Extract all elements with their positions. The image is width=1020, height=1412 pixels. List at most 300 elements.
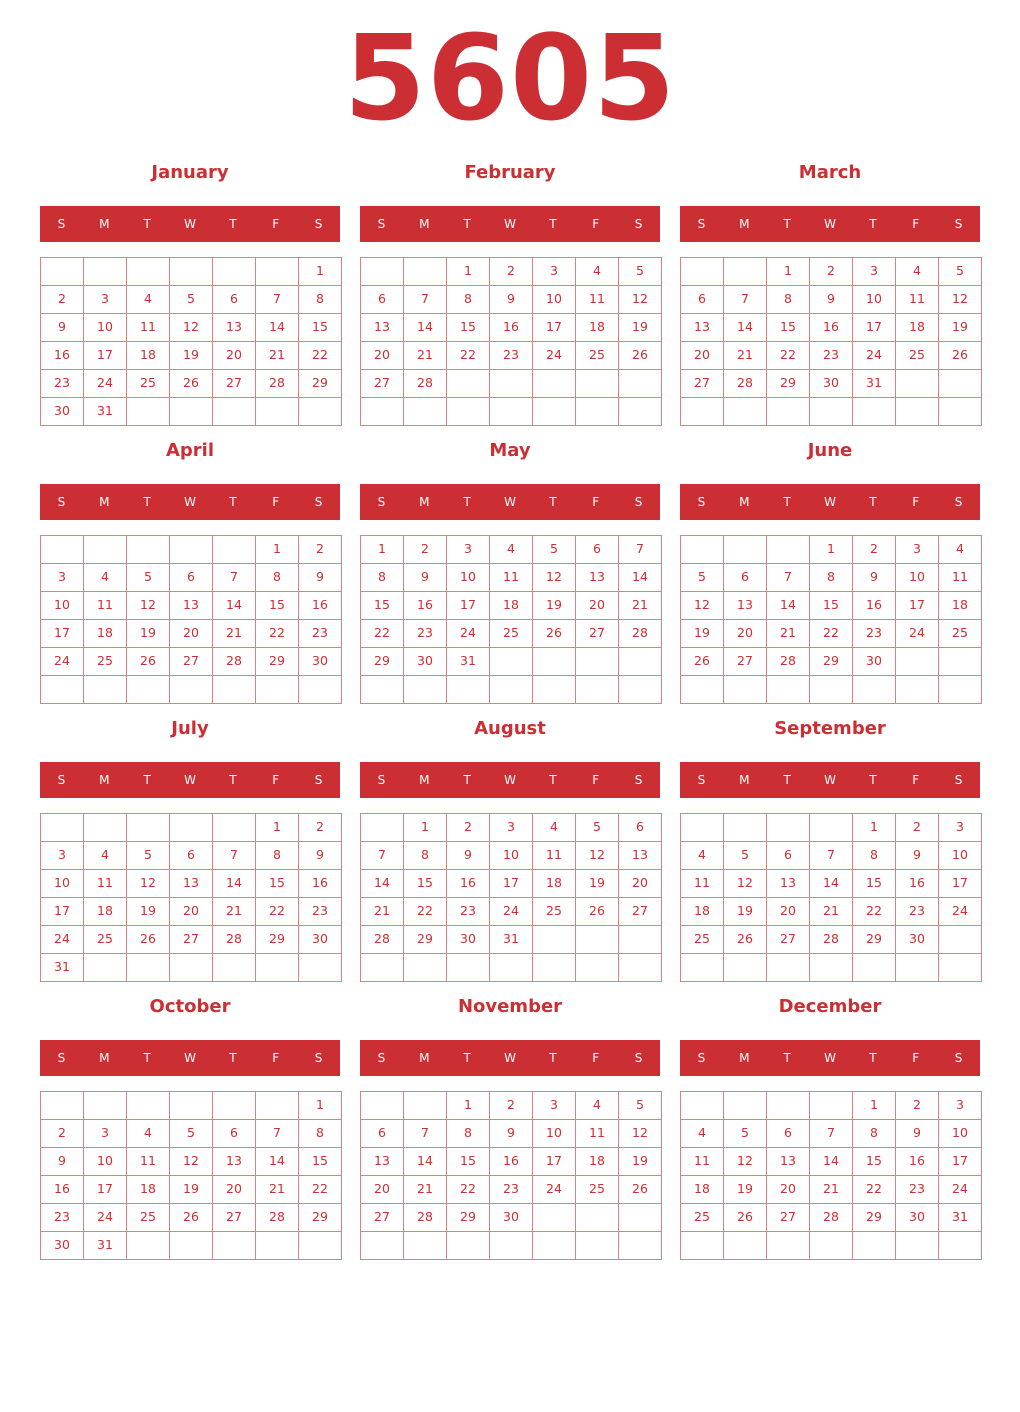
day-cell[interactable]: 27 — [766, 1203, 810, 1232]
day-cell[interactable]: 21 — [360, 897, 404, 926]
day-cell[interactable]: 24 — [489, 897, 533, 926]
day-cell[interactable]: 24 — [446, 619, 490, 648]
day-cell[interactable]: 20 — [360, 341, 404, 370]
day-cell[interactable]: 27 — [169, 925, 213, 954]
day-cell[interactable]: 8 — [255, 563, 299, 592]
day-cell[interactable]: 19 — [532, 591, 576, 620]
day-cell[interactable]: 4 — [83, 563, 127, 592]
day-cell[interactable]: 31 — [852, 369, 896, 398]
day-cell[interactable]: 18 — [938, 591, 982, 620]
day-cell[interactable]: 6 — [618, 813, 662, 842]
day-cell[interactable]: 15 — [852, 1147, 896, 1176]
day-cell[interactable]: 30 — [298, 647, 342, 676]
day-cell[interactable]: 18 — [575, 313, 619, 342]
day-cell[interactable]: 26 — [169, 1203, 213, 1232]
day-cell[interactable]: 24 — [532, 341, 576, 370]
day-cell[interactable]: 8 — [852, 841, 896, 870]
day-cell[interactable]: 31 — [446, 647, 490, 676]
day-cell[interactable]: 24 — [83, 369, 127, 398]
day-cell[interactable]: 29 — [766, 369, 810, 398]
day-cell[interactable]: 25 — [575, 341, 619, 370]
day-cell[interactable]: 12 — [618, 285, 662, 314]
day-cell[interactable]: 24 — [40, 925, 84, 954]
day-cell[interactable]: 15 — [446, 313, 490, 342]
day-cell[interactable]: 20 — [618, 869, 662, 898]
day-cell[interactable]: 6 — [575, 535, 619, 564]
day-cell[interactable]: 13 — [575, 563, 619, 592]
day-cell[interactable]: 25 — [575, 1175, 619, 1204]
day-cell[interactable]: 4 — [680, 841, 724, 870]
day-cell[interactable]: 14 — [809, 1147, 853, 1176]
day-cell[interactable]: 4 — [489, 535, 533, 564]
day-cell[interactable]: 9 — [895, 841, 939, 870]
day-cell[interactable]: 12 — [169, 1147, 213, 1176]
day-cell[interactable]: 22 — [255, 897, 299, 926]
day-cell[interactable]: 27 — [169, 647, 213, 676]
day-cell[interactable]: 17 — [40, 897, 84, 926]
day-cell[interactable]: 6 — [212, 285, 256, 314]
day-cell[interactable]: 25 — [83, 925, 127, 954]
day-cell[interactable]: 17 — [40, 619, 84, 648]
day-cell[interactable]: 24 — [938, 897, 982, 926]
day-cell[interactable]: 2 — [809, 257, 853, 286]
day-cell[interactable]: 16 — [446, 869, 490, 898]
day-cell[interactable]: 15 — [766, 313, 810, 342]
day-cell[interactable]: 14 — [255, 1147, 299, 1176]
day-cell[interactable]: 15 — [298, 313, 342, 342]
day-cell[interactable]: 2 — [446, 813, 490, 842]
day-cell[interactable]: 4 — [938, 535, 982, 564]
day-cell[interactable]: 17 — [852, 313, 896, 342]
day-cell[interactable]: 23 — [895, 897, 939, 926]
day-cell[interactable]: 25 — [938, 619, 982, 648]
day-cell[interactable]: 27 — [360, 1203, 404, 1232]
day-cell[interactable]: 7 — [212, 841, 256, 870]
day-cell[interactable]: 5 — [723, 1119, 767, 1148]
day-cell[interactable]: 10 — [532, 285, 576, 314]
day-cell[interactable]: 7 — [809, 1119, 853, 1148]
day-cell[interactable]: 23 — [895, 1175, 939, 1204]
day-cell[interactable]: 10 — [895, 563, 939, 592]
day-cell[interactable]: 25 — [126, 1203, 170, 1232]
day-cell[interactable]: 12 — [723, 869, 767, 898]
day-cell[interactable]: 7 — [809, 841, 853, 870]
day-cell[interactable]: 25 — [680, 925, 724, 954]
day-cell[interactable]: 13 — [723, 591, 767, 620]
day-cell[interactable]: 22 — [360, 619, 404, 648]
day-cell[interactable]: 5 — [680, 563, 724, 592]
day-cell[interactable]: 16 — [298, 869, 342, 898]
day-cell[interactable]: 6 — [169, 841, 213, 870]
day-cell[interactable]: 16 — [895, 869, 939, 898]
day-cell[interactable]: 12 — [126, 869, 170, 898]
day-cell[interactable]: 23 — [298, 619, 342, 648]
day-cell[interactable]: 9 — [40, 313, 84, 342]
day-cell[interactable]: 2 — [895, 813, 939, 842]
day-cell[interactable]: 26 — [618, 1175, 662, 1204]
day-cell[interactable]: 6 — [680, 285, 724, 314]
day-cell[interactable]: 4 — [83, 841, 127, 870]
day-cell[interactable]: 1 — [446, 257, 490, 286]
day-cell[interactable]: 6 — [723, 563, 767, 592]
day-cell[interactable]: 12 — [126, 591, 170, 620]
day-cell[interactable]: 2 — [403, 535, 447, 564]
day-cell[interactable]: 8 — [446, 285, 490, 314]
day-cell[interactable]: 4 — [680, 1119, 724, 1148]
day-cell[interactable]: 11 — [532, 841, 576, 870]
day-cell[interactable]: 10 — [489, 841, 533, 870]
day-cell[interactable]: 31 — [83, 397, 127, 426]
day-cell[interactable]: 15 — [255, 869, 299, 898]
day-cell[interactable]: 30 — [40, 1231, 84, 1260]
day-cell[interactable]: 31 — [489, 925, 533, 954]
day-cell[interactable]: 21 — [766, 619, 810, 648]
day-cell[interactable]: 10 — [40, 591, 84, 620]
day-cell[interactable]: 17 — [446, 591, 490, 620]
day-cell[interactable]: 7 — [618, 535, 662, 564]
day-cell[interactable]: 14 — [766, 591, 810, 620]
day-cell[interactable]: 18 — [126, 341, 170, 370]
day-cell[interactable]: 26 — [723, 1203, 767, 1232]
day-cell[interactable]: 24 — [40, 647, 84, 676]
day-cell[interactable]: 22 — [446, 1175, 490, 1204]
day-cell[interactable]: 17 — [532, 1147, 576, 1176]
day-cell[interactable]: 28 — [723, 369, 767, 398]
day-cell[interactable]: 7 — [360, 841, 404, 870]
day-cell[interactable]: 27 — [212, 1203, 256, 1232]
day-cell[interactable]: 30 — [489, 1203, 533, 1232]
day-cell[interactable]: 13 — [360, 313, 404, 342]
day-cell[interactable]: 3 — [40, 841, 84, 870]
day-cell[interactable]: 14 — [360, 869, 404, 898]
day-cell[interactable]: 20 — [723, 619, 767, 648]
day-cell[interactable]: 9 — [40, 1147, 84, 1176]
day-cell[interactable]: 29 — [298, 1203, 342, 1232]
day-cell[interactable]: 23 — [446, 897, 490, 926]
day-cell[interactable]: 13 — [680, 313, 724, 342]
day-cell[interactable]: 21 — [618, 591, 662, 620]
day-cell[interactable]: 19 — [618, 1147, 662, 1176]
day-cell[interactable]: 3 — [938, 1091, 982, 1120]
day-cell[interactable]: 13 — [212, 1147, 256, 1176]
day-cell[interactable]: 9 — [489, 1119, 533, 1148]
day-cell[interactable]: 22 — [298, 1175, 342, 1204]
day-cell[interactable]: 24 — [83, 1203, 127, 1232]
day-cell[interactable]: 14 — [403, 1147, 447, 1176]
day-cell[interactable]: 23 — [489, 341, 533, 370]
day-cell[interactable]: 20 — [212, 341, 256, 370]
day-cell[interactable]: 5 — [575, 813, 619, 842]
day-cell[interactable]: 16 — [489, 1147, 533, 1176]
day-cell[interactable]: 22 — [255, 619, 299, 648]
day-cell[interactable]: 29 — [255, 647, 299, 676]
day-cell[interactable]: 15 — [360, 591, 404, 620]
day-cell[interactable]: 29 — [446, 1203, 490, 1232]
day-cell[interactable]: 4 — [575, 257, 619, 286]
day-cell[interactable]: 23 — [809, 341, 853, 370]
day-cell[interactable]: 16 — [809, 313, 853, 342]
day-cell[interactable]: 20 — [169, 619, 213, 648]
day-cell[interactable]: 11 — [126, 313, 170, 342]
day-cell[interactable]: 10 — [83, 1147, 127, 1176]
day-cell[interactable]: 9 — [298, 841, 342, 870]
day-cell[interactable]: 16 — [852, 591, 896, 620]
day-cell[interactable]: 30 — [403, 647, 447, 676]
day-cell[interactable]: 29 — [809, 647, 853, 676]
day-cell[interactable]: 28 — [618, 619, 662, 648]
day-cell[interactable]: 13 — [212, 313, 256, 342]
day-cell[interactable]: 30 — [40, 397, 84, 426]
day-cell[interactable]: 4 — [532, 813, 576, 842]
day-cell[interactable]: 7 — [403, 1119, 447, 1148]
day-cell[interactable]: 1 — [255, 813, 299, 842]
day-cell[interactable]: 10 — [852, 285, 896, 314]
day-cell[interactable]: 26 — [938, 341, 982, 370]
day-cell[interactable]: 3 — [489, 813, 533, 842]
day-cell[interactable]: 26 — [126, 647, 170, 676]
day-cell[interactable]: 19 — [169, 341, 213, 370]
day-cell[interactable]: 7 — [255, 285, 299, 314]
day-cell[interactable]: 27 — [212, 369, 256, 398]
day-cell[interactable]: 29 — [852, 1203, 896, 1232]
day-cell[interactable]: 3 — [40, 563, 84, 592]
day-cell[interactable]: 19 — [126, 897, 170, 926]
day-cell[interactable]: 14 — [212, 869, 256, 898]
day-cell[interactable]: 19 — [723, 897, 767, 926]
day-cell[interactable]: 17 — [938, 1147, 982, 1176]
day-cell[interactable]: 29 — [255, 925, 299, 954]
day-cell[interactable]: 31 — [40, 953, 84, 982]
day-cell[interactable]: 22 — [298, 341, 342, 370]
day-cell[interactable]: 18 — [680, 1175, 724, 1204]
day-cell[interactable]: 3 — [938, 813, 982, 842]
day-cell[interactable]: 24 — [895, 619, 939, 648]
day-cell[interactable]: 8 — [766, 285, 810, 314]
day-cell[interactable]: 31 — [83, 1231, 127, 1260]
day-cell[interactable]: 5 — [532, 535, 576, 564]
day-cell[interactable]: 17 — [895, 591, 939, 620]
day-cell[interactable]: 8 — [360, 563, 404, 592]
day-cell[interactable]: 22 — [809, 619, 853, 648]
day-cell[interactable]: 27 — [618, 897, 662, 926]
day-cell[interactable]: 12 — [575, 841, 619, 870]
day-cell[interactable]: 19 — [126, 619, 170, 648]
day-cell[interactable]: 18 — [895, 313, 939, 342]
day-cell[interactable]: 8 — [298, 285, 342, 314]
day-cell[interactable]: 25 — [83, 647, 127, 676]
day-cell[interactable]: 28 — [255, 1203, 299, 1232]
day-cell[interactable]: 6 — [360, 285, 404, 314]
day-cell[interactable]: 13 — [766, 869, 810, 898]
day-cell[interactable]: 17 — [83, 341, 127, 370]
day-cell[interactable]: 1 — [403, 813, 447, 842]
day-cell[interactable]: 11 — [575, 1119, 619, 1148]
day-cell[interactable]: 29 — [852, 925, 896, 954]
day-cell[interactable]: 11 — [83, 869, 127, 898]
day-cell[interactable]: 9 — [403, 563, 447, 592]
day-cell[interactable]: 14 — [723, 313, 767, 342]
day-cell[interactable]: 11 — [895, 285, 939, 314]
day-cell[interactable]: 13 — [618, 841, 662, 870]
day-cell[interactable]: 14 — [403, 313, 447, 342]
day-cell[interactable]: 4 — [126, 285, 170, 314]
day-cell[interactable]: 21 — [255, 1175, 299, 1204]
day-cell[interactable]: 24 — [532, 1175, 576, 1204]
day-cell[interactable]: 13 — [766, 1147, 810, 1176]
day-cell[interactable]: 31 — [938, 1203, 982, 1232]
day-cell[interactable]: 21 — [723, 341, 767, 370]
day-cell[interactable]: 23 — [403, 619, 447, 648]
day-cell[interactable]: 3 — [83, 285, 127, 314]
day-cell[interactable]: 5 — [618, 1091, 662, 1120]
day-cell[interactable]: 8 — [403, 841, 447, 870]
day-cell[interactable]: 18 — [575, 1147, 619, 1176]
day-cell[interactable]: 12 — [532, 563, 576, 592]
day-cell[interactable]: 26 — [618, 341, 662, 370]
day-cell[interactable]: 3 — [895, 535, 939, 564]
day-cell[interactable]: 16 — [489, 313, 533, 342]
day-cell[interactable]: 30 — [895, 925, 939, 954]
day-cell[interactable]: 1 — [809, 535, 853, 564]
day-cell[interactable]: 29 — [360, 647, 404, 676]
day-cell[interactable]: 5 — [169, 1119, 213, 1148]
day-cell[interactable]: 13 — [169, 591, 213, 620]
day-cell[interactable]: 17 — [532, 313, 576, 342]
day-cell[interactable]: 21 — [403, 1175, 447, 1204]
day-cell[interactable]: 9 — [895, 1119, 939, 1148]
day-cell[interactable]: 8 — [298, 1119, 342, 1148]
day-cell[interactable]: 15 — [809, 591, 853, 620]
day-cell[interactable]: 14 — [809, 869, 853, 898]
day-cell[interactable]: 12 — [169, 313, 213, 342]
day-cell[interactable]: 1 — [360, 535, 404, 564]
day-cell[interactable]: 25 — [895, 341, 939, 370]
day-cell[interactable]: 9 — [852, 563, 896, 592]
day-cell[interactable]: 11 — [575, 285, 619, 314]
day-cell[interactable]: 20 — [212, 1175, 256, 1204]
day-cell[interactable]: 28 — [212, 925, 256, 954]
day-cell[interactable]: 27 — [360, 369, 404, 398]
day-cell[interactable]: 11 — [126, 1147, 170, 1176]
day-cell[interactable]: 18 — [83, 619, 127, 648]
day-cell[interactable]: 28 — [403, 1203, 447, 1232]
day-cell[interactable]: 10 — [938, 1119, 982, 1148]
day-cell[interactable]: 26 — [169, 369, 213, 398]
day-cell[interactable]: 22 — [766, 341, 810, 370]
day-cell[interactable]: 21 — [403, 341, 447, 370]
day-cell[interactable]: 23 — [489, 1175, 533, 1204]
day-cell[interactable]: 29 — [403, 925, 447, 954]
day-cell[interactable]: 18 — [489, 591, 533, 620]
day-cell[interactable]: 9 — [809, 285, 853, 314]
day-cell[interactable]: 15 — [298, 1147, 342, 1176]
day-cell[interactable]: 20 — [766, 1175, 810, 1204]
day-cell[interactable]: 3 — [532, 257, 576, 286]
day-cell[interactable]: 1 — [255, 535, 299, 564]
day-cell[interactable]: 19 — [618, 313, 662, 342]
day-cell[interactable]: 1 — [766, 257, 810, 286]
day-cell[interactable]: 20 — [360, 1175, 404, 1204]
day-cell[interactable]: 30 — [298, 925, 342, 954]
day-cell[interactable]: 14 — [618, 563, 662, 592]
day-cell[interactable]: 9 — [446, 841, 490, 870]
day-cell[interactable]: 15 — [403, 869, 447, 898]
day-cell[interactable]: 21 — [809, 1175, 853, 1204]
day-cell[interactable]: 14 — [212, 591, 256, 620]
day-cell[interactable]: 22 — [852, 897, 896, 926]
day-cell[interactable]: 30 — [809, 369, 853, 398]
day-cell[interactable]: 24 — [938, 1175, 982, 1204]
day-cell[interactable]: 5 — [126, 563, 170, 592]
day-cell[interactable]: 16 — [40, 341, 84, 370]
day-cell[interactable]: 10 — [446, 563, 490, 592]
day-cell[interactable]: 19 — [575, 869, 619, 898]
day-cell[interactable]: 18 — [126, 1175, 170, 1204]
day-cell[interactable]: 9 — [298, 563, 342, 592]
day-cell[interactable]: 5 — [618, 257, 662, 286]
day-cell[interactable]: 22 — [852, 1175, 896, 1204]
day-cell[interactable]: 12 — [938, 285, 982, 314]
day-cell[interactable]: 11 — [680, 1147, 724, 1176]
day-cell[interactable]: 3 — [83, 1119, 127, 1148]
day-cell[interactable]: 11 — [680, 869, 724, 898]
day-cell[interactable]: 1 — [446, 1091, 490, 1120]
day-cell[interactable]: 27 — [723, 647, 767, 676]
day-cell[interactable]: 3 — [852, 257, 896, 286]
day-cell[interactable]: 26 — [680, 647, 724, 676]
day-cell[interactable]: 20 — [766, 897, 810, 926]
day-cell[interactable]: 19 — [938, 313, 982, 342]
day-cell[interactable]: 26 — [723, 925, 767, 954]
day-cell[interactable]: 20 — [680, 341, 724, 370]
day-cell[interactable]: 10 — [40, 869, 84, 898]
day-cell[interactable]: 2 — [489, 1091, 533, 1120]
day-cell[interactable]: 18 — [83, 897, 127, 926]
day-cell[interactable]: 5 — [938, 257, 982, 286]
day-cell[interactable]: 7 — [403, 285, 447, 314]
day-cell[interactable]: 28 — [766, 647, 810, 676]
day-cell[interactable]: 10 — [532, 1119, 576, 1148]
day-cell[interactable]: 19 — [169, 1175, 213, 1204]
day-cell[interactable]: 30 — [895, 1203, 939, 1232]
day-cell[interactable]: 23 — [40, 1203, 84, 1232]
day-cell[interactable]: 30 — [852, 647, 896, 676]
day-cell[interactable]: 20 — [169, 897, 213, 926]
day-cell[interactable]: 28 — [403, 369, 447, 398]
day-cell[interactable]: 7 — [212, 563, 256, 592]
day-cell[interactable]: 21 — [255, 341, 299, 370]
day-cell[interactable]: 21 — [809, 897, 853, 926]
day-cell[interactable]: 16 — [40, 1175, 84, 1204]
day-cell[interactable]: 2 — [40, 1119, 84, 1148]
day-cell[interactable]: 5 — [723, 841, 767, 870]
day-cell[interactable]: 12 — [680, 591, 724, 620]
day-cell[interactable]: 5 — [126, 841, 170, 870]
day-cell[interactable]: 4 — [126, 1119, 170, 1148]
day-cell[interactable]: 3 — [446, 535, 490, 564]
day-cell[interactable]: 1 — [852, 813, 896, 842]
day-cell[interactable]: 15 — [852, 869, 896, 898]
day-cell[interactable]: 25 — [532, 897, 576, 926]
day-cell[interactable]: 14 — [255, 313, 299, 342]
day-cell[interactable]: 17 — [938, 869, 982, 898]
day-cell[interactable]: 18 — [532, 869, 576, 898]
day-cell[interactable]: 20 — [575, 591, 619, 620]
day-cell[interactable]: 28 — [255, 369, 299, 398]
day-cell[interactable]: 13 — [360, 1147, 404, 1176]
day-cell[interactable]: 2 — [298, 535, 342, 564]
day-cell[interactable]: 26 — [575, 897, 619, 926]
